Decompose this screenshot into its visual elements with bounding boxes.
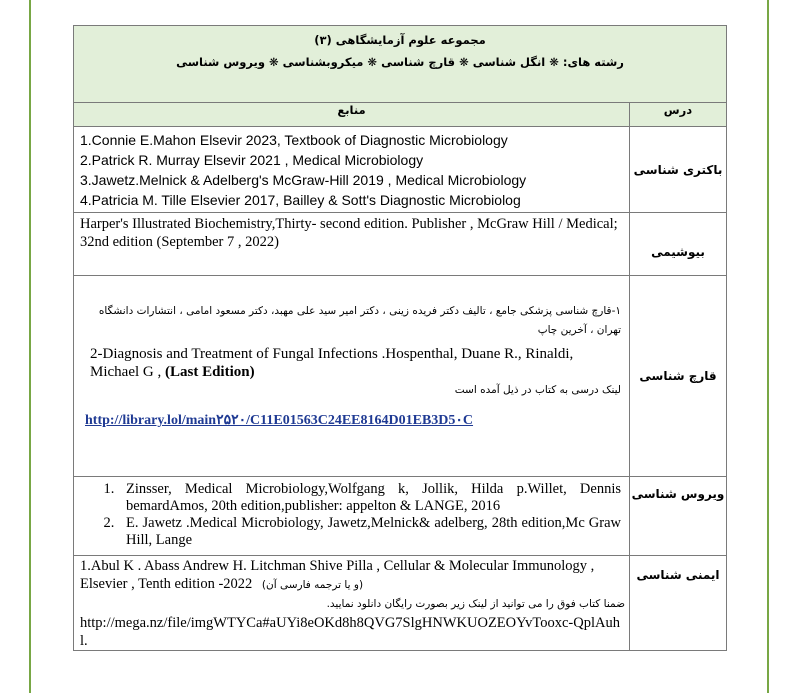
- virology-sources: [74, 477, 630, 556]
- mycology-reference-2: [82, 345, 621, 381]
- table-row: [74, 556, 727, 651]
- table-row: [74, 213, 727, 276]
- reference-line: 3.Jawetz.Melnick & Adelberg's McGraw-Hill 2019 , Medical Microbiology: [80, 172, 527, 188]
- mycology-link-wrap: [82, 411, 621, 429]
- immunology-download-link[interactable]: http://mega.nz/file/imgWTYCa#aUYi8eOKd8h8QVG7SlgHNWKUOZEOYvTooxc-QplAuhl.: [80, 615, 620, 649]
- table-row: [74, 127, 727, 213]
- immunology-sources: [74, 556, 630, 651]
- virology-reference-list: [74, 481, 629, 549]
- subject-biochemistry: بیوشیمی: [630, 213, 727, 276]
- biochemistry-sources: Harper's Illustrated Biochemistry,Thirty- second edition. Publisher , McGraw Hill / Medical; 32nd edition (September 7 , 2022): [74, 213, 630, 276]
- mycology-sources: [74, 276, 630, 477]
- bacteriology-sources: [74, 127, 630, 213]
- fields-list: رشته های: ❋ انگل شناسی ❋ قارچ شناسی ❋ میکروبشناسی ❋ ویروس شناسی: [176, 55, 624, 69]
- table-row: [74, 477, 727, 556]
- list-item: 2. E. Jawetz .Medical Microbiology, Jawetz,Melnick& adelberg, 28th edition,Mc Graw Hill, Lange: [118, 515, 621, 549]
- page-border-left: [29, 0, 31, 693]
- subject-bacteriology: باکتری شناسی: [630, 127, 727, 213]
- subject-immunology: ایمنی شناسی: [630, 556, 727, 651]
- collection-title: مجموعه علوم آزمایشگاهی (۳): [314, 33, 486, 47]
- sources-table: [73, 25, 727, 651]
- mycology-reference-2-text: 2-Diagnosis and Treatment of Fungal Infections .Hospenthal, Duane R., Rinaldi, Michael G ,: [90, 346, 574, 380]
- subject-virology: ویروس شناسی: [630, 477, 727, 556]
- reference-line: 1.Connie E.Mahon Elsevir 2023, Textbook of Diagnostic Microbiology: [80, 132, 508, 148]
- immunology-reference-1: 1.Abul K . Abass Andrew H. Litchman Shive Pilla , Cellular & Molecular Immunology , Elsevier , Tenth edition -2022: [80, 558, 595, 592]
- persian-translation-note: (و یا ترجمه فارسی آن): [261, 579, 364, 591]
- column-header-course: درس: [630, 103, 727, 127]
- free-download-note: ضمنا کتاب فوق را می توانید از لینک زیر بصورت رایگان دانلود نمایید.: [326, 598, 625, 610]
- reference-line: 2.Patrick R. Murray Elsevir 2021 , Medical Microbiology: [80, 152, 424, 168]
- table-header: [74, 26, 727, 103]
- list-item: 1. Zinsser, Medical Microbiology,Wolfgang k, Jollik, Hilda p.Willet, Dennis bemardAmos, 20th edition,publisher: appelton & LANGE, 2016: [118, 481, 621, 515]
- mycology-link-note: لینک درسی به کتاب در ذیل آمده است: [454, 384, 621, 396]
- reference-line: 4.Patricia M. Tille Elsevier 2017, Bailley & Sott's Diagnostic Microbiolog: [80, 192, 521, 208]
- last-edition-label: (Last Edition): [164, 364, 255, 380]
- mycology-reference-1: ۱-قارچ شناسی پزشکی جامع ، تالیف دکتر فریده زینی ، دکتر امیر سید علی مهبد، دکتر مسعود امامی ، انتشارات دانشگاه تهران ، آخرین چاپ: [98, 305, 621, 336]
- table-row: [74, 276, 727, 477]
- column-header-sources: منابع: [74, 103, 630, 127]
- subject-mycology: قارچ شناسی: [630, 276, 727, 477]
- mycology-book-link[interactable]: http://library.lol/main۲۵۲۰/C11E01563C24EE8164D01EB3D5۰C: [85, 413, 474, 428]
- page-border-right: [767, 0, 769, 693]
